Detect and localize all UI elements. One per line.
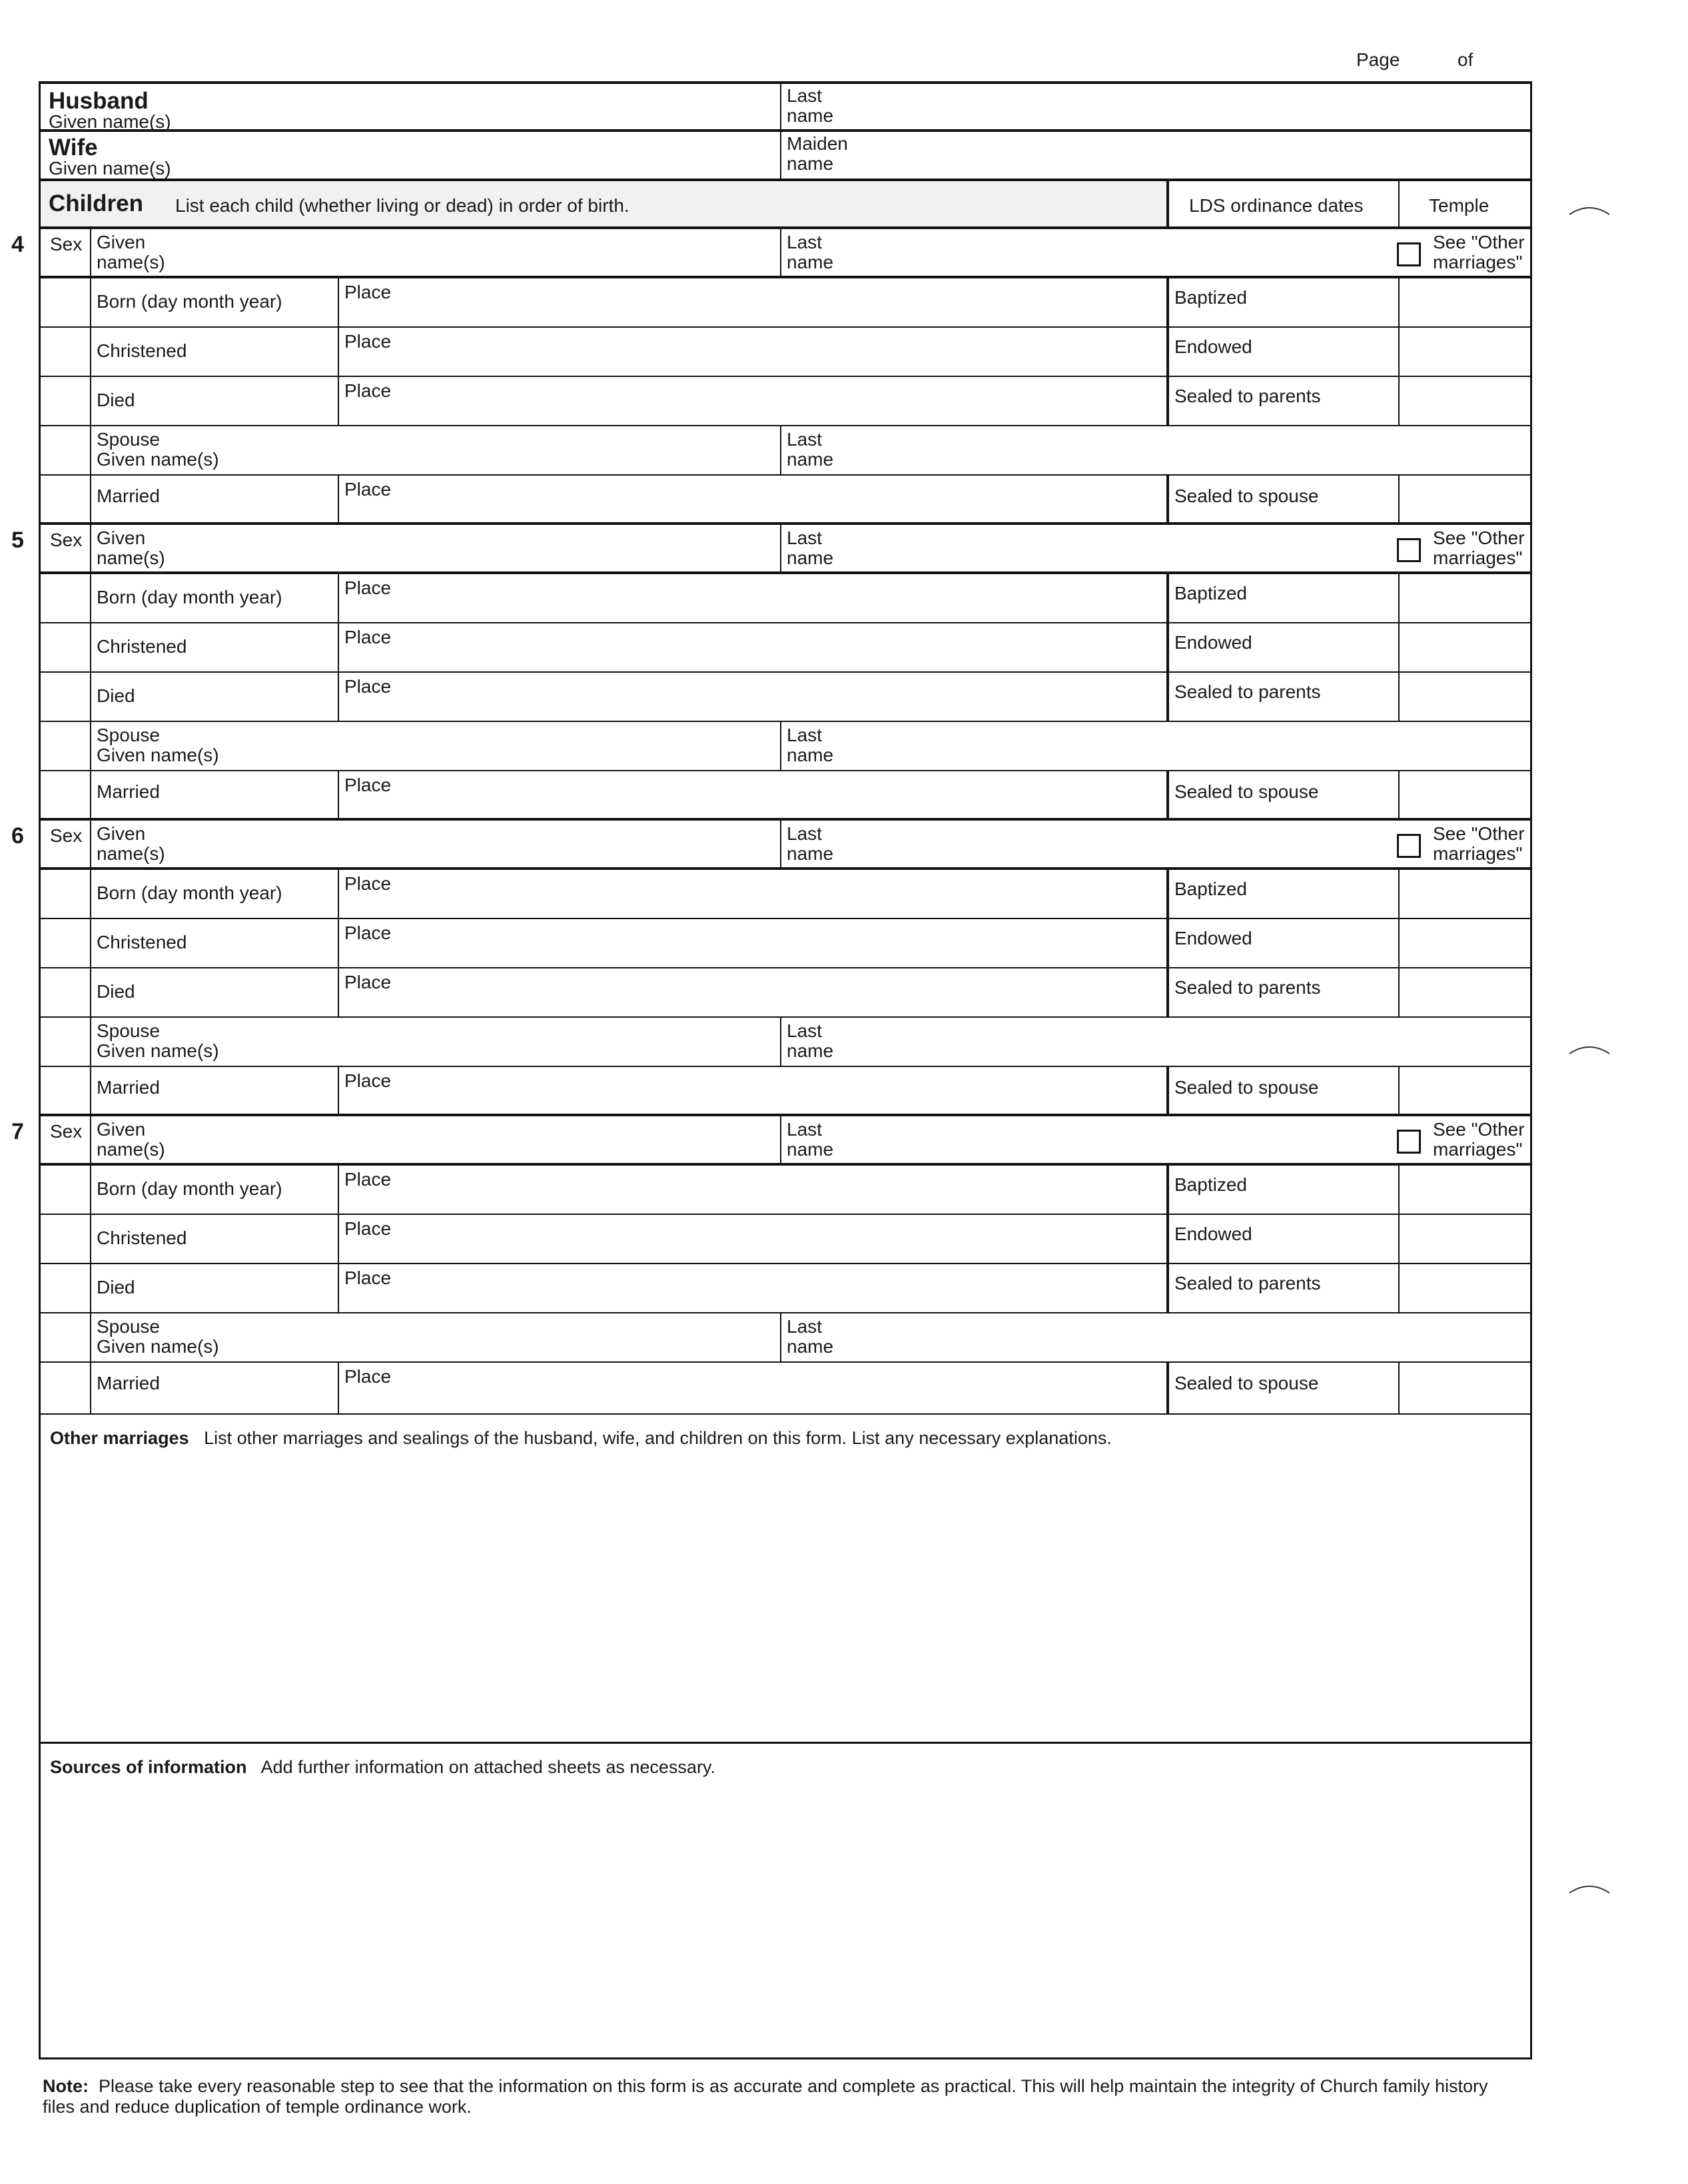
married-label: Married	[97, 1373, 160, 1393]
other-marriages-instruction: List other marriages and sealings of the husband, wife, and children on this form. List any necessary explanations.	[204, 1428, 1112, 1448]
died-row	[39, 968, 1532, 1018]
children-title: Children	[49, 190, 143, 216]
christened-label: Christened	[97, 1228, 187, 1248]
marriages-label: marriages"	[1433, 1139, 1523, 1160]
other-marriages-checkbox[interactable]	[1397, 538, 1421, 562]
born-row	[39, 574, 1532, 623]
sealed-parents-temple-field[interactable]	[1398, 968, 1530, 1016]
endowed-field[interactable]	[1166, 1215, 1398, 1263]
endowed-temple-field[interactable]	[1398, 328, 1530, 376]
place-label: Place	[344, 972, 392, 992]
name-label: name	[787, 449, 834, 470]
christened-date-field[interactable]	[90, 1215, 338, 1263]
children-instruction: List each child (whether living or dead) in order of birth.	[175, 195, 630, 216]
endowed-temple-field[interactable]	[1398, 1215, 1530, 1263]
wife-maiden-label: Maiden	[787, 133, 848, 154]
married-label: Married	[97, 781, 160, 802]
last-label: Last	[787, 1119, 822, 1140]
sealed-parents-field[interactable]	[1166, 377, 1398, 425]
sealed-spouse-label: Sealed to spouse	[1174, 1373, 1319, 1393]
died-place-field[interactable]	[338, 968, 1166, 1016]
baptized-label: Baptized	[1174, 879, 1247, 899]
punch-mark-icon	[1568, 1878, 1611, 1905]
note-title: Note:	[43, 2076, 89, 2096]
married-place-field[interactable]	[338, 771, 1166, 818]
spouse-label: Spouse	[97, 429, 160, 450]
spouse-last-name-field[interactable]	[780, 426, 1530, 474]
married-date-field[interactable]	[90, 1363, 338, 1413]
born-date-field[interactable]	[90, 870, 338, 918]
baptized-temple-field[interactable]	[1398, 574, 1530, 622]
sex-label: Sex	[50, 825, 83, 846]
sealed-spouse-label: Sealed to spouse	[1174, 1077, 1319, 1098]
spouse-label: Spouse	[97, 1316, 160, 1337]
christened-row	[39, 328, 1532, 377]
place-label: Place	[344, 1218, 392, 1239]
sources-heading	[50, 1757, 715, 1778]
place-label: Place	[344, 775, 392, 795]
christened-row	[39, 1215, 1532, 1264]
child-number: 4	[11, 232, 24, 257]
husband-given-label: Given name(s)	[49, 111, 171, 132]
wife-title: Wife	[49, 135, 98, 161]
born-label: Born (day month year)	[97, 883, 282, 903]
christened-date-field[interactable]	[90, 623, 338, 671]
place-label: Place	[344, 577, 392, 598]
lds-dates-label: LDS ordinance dates	[1189, 195, 1364, 216]
wife-name-label: name	[787, 153, 834, 174]
child-number: 7	[11, 1119, 24, 1144]
sealed-parents-field[interactable]	[1166, 968, 1398, 1016]
married-row	[39, 476, 1532, 525]
spouse-last-name-field[interactable]	[780, 1313, 1530, 1361]
child-number: 5	[11, 528, 24, 553]
sealed-spouse-field[interactable]	[1166, 476, 1398, 522]
died-date-field[interactable]	[90, 673, 338, 721]
endowed-field[interactable]	[1166, 623, 1398, 671]
name-label: name	[787, 745, 834, 765]
married-date-field[interactable]	[90, 476, 338, 522]
other-marriages-title: Other marriages	[50, 1428, 189, 1448]
sealed-parents-field[interactable]	[1166, 1264, 1398, 1312]
spouse-given-label: Given name(s)	[97, 745, 219, 765]
born-date-field[interactable]	[90, 1166, 338, 1214]
married-date-field[interactable]	[90, 771, 338, 818]
died-row	[39, 673, 1532, 722]
place-label: Place	[344, 1366, 392, 1387]
born-label: Born (day month year)	[97, 291, 282, 312]
place-label: Place	[344, 922, 392, 943]
sealed-spouse-field[interactable]	[1166, 771, 1398, 818]
husband-last-label: Last	[787, 85, 822, 106]
spouse-given-label: Given name(s)	[97, 1336, 219, 1357]
sealed-spouse-label: Sealed to spouse	[1174, 486, 1319, 506]
endowed-label: Endowed	[1174, 928, 1252, 948]
born-place-field[interactable]	[338, 870, 1166, 918]
endowed-temple-field[interactable]	[1398, 919, 1530, 967]
christened-date-field[interactable]	[90, 328, 338, 376]
temple-header	[1398, 181, 1530, 226]
child-7-name-row	[11, 1116, 1532, 1166]
husband-last-name-field[interactable]	[780, 84, 1530, 129]
baptized-temple-field[interactable]	[1398, 1166, 1530, 1214]
sex-label: Sex	[50, 530, 83, 550]
other-marriages-checkbox[interactable]	[1397, 1130, 1421, 1154]
page-number-label: Page	[1356, 49, 1400, 70]
baptized-label: Baptized	[1174, 583, 1247, 603]
see-other-label: See "Other	[1433, 823, 1525, 844]
baptized-temple-field[interactable]	[1398, 870, 1530, 918]
sealed-parents-label: Sealed to parents	[1174, 681, 1321, 702]
last-label: Last	[787, 528, 822, 548]
married-label: Married	[97, 486, 160, 506]
note-text: Please take every reasonable step to see that the information on this form is as accurate and complete as practical. This will help maintain the integrity of Church family history files and reduce duplication of temple ordinance work.	[43, 2076, 1488, 2117]
place-label: Place	[344, 676, 392, 697]
name-label: name	[787, 1139, 834, 1160]
child-given-name-field[interactable]	[90, 1116, 780, 1163]
last-label: Last	[787, 1020, 822, 1041]
christened-label: Christened	[97, 340, 187, 361]
sealed-spouse-field[interactable]	[1166, 1363, 1398, 1413]
place-label: Place	[344, 282, 392, 302]
names-label: name(s)	[97, 547, 165, 568]
married-label: Married	[97, 1077, 160, 1098]
died-label: Died	[97, 685, 135, 706]
sealed-parents-field[interactable]	[1166, 673, 1398, 721]
sources-instruction: Add further information on attached sheets as necessary.	[260, 1757, 715, 1777]
spouse-given-label: Given name(s)	[97, 1040, 219, 1061]
last-label: Last	[787, 725, 822, 745]
spouse-given-name-field[interactable]	[90, 722, 780, 770]
baptized-field[interactable]	[1166, 870, 1398, 918]
place-label: Place	[344, 627, 392, 647]
other-marriages-heading	[50, 1428, 1112, 1449]
died-label: Died	[97, 981, 135, 1002]
endowed-field[interactable]	[1166, 919, 1398, 967]
endowed-temple-field[interactable]	[1398, 623, 1530, 671]
sealed-parents-label: Sealed to parents	[1174, 1273, 1321, 1293]
christened-place-field[interactable]	[338, 623, 1166, 671]
sources-title: Sources of information	[50, 1757, 247, 1777]
endowed-label: Endowed	[1174, 336, 1252, 357]
baptized-field[interactable]	[1166, 1166, 1398, 1214]
sex-label: Sex	[50, 1121, 83, 1142]
sealed-parents-temple-field[interactable]	[1398, 1264, 1530, 1312]
endowed-label: Endowed	[1174, 1224, 1252, 1244]
born-row	[39, 1166, 1532, 1215]
name-label: name	[787, 843, 834, 864]
born-row	[39, 870, 1532, 919]
child-number: 6	[11, 823, 24, 849]
husband-name-label: name	[787, 105, 834, 126]
punch-mark-icon	[1568, 1039, 1611, 1066]
marriages-label: marriages"	[1433, 547, 1523, 568]
sealed-spouse-temple-field[interactable]	[1398, 1363, 1530, 1413]
born-date-field[interactable]	[90, 278, 338, 326]
spouse-row	[39, 722, 1532, 771]
place-label: Place	[344, 873, 392, 894]
died-date-field[interactable]	[90, 1264, 338, 1312]
baptized-temple-field[interactable]	[1398, 278, 1530, 326]
born-place-field[interactable]	[338, 278, 1166, 326]
temple-label: Temple	[1429, 195, 1489, 216]
name-label: name	[787, 252, 834, 272]
husband-row	[39, 81, 1532, 132]
husband-title: Husband	[49, 88, 149, 114]
died-place-field[interactable]	[338, 377, 1166, 425]
see-other-label: See "Other	[1433, 232, 1525, 252]
sealed-parents-label: Sealed to parents	[1174, 977, 1321, 998]
family-group-form	[11, 81, 1532, 2059]
sealed-spouse-temple-field[interactable]	[1398, 1067, 1530, 1114]
spouse-given-name-field[interactable]	[90, 1313, 780, 1361]
last-label: Last	[787, 823, 822, 844]
died-label: Died	[97, 390, 135, 410]
spouse-given-name-field[interactable]	[90, 1018, 780, 1066]
born-place-field[interactable]	[338, 574, 1166, 622]
other-marriages-checkbox[interactable]	[1397, 834, 1421, 858]
born-place-field[interactable]	[338, 1166, 1166, 1214]
given-label: Given	[97, 232, 146, 252]
marriages-label: marriages"	[1433, 843, 1523, 864]
place-label: Place	[344, 380, 392, 401]
given-label: Given	[97, 1119, 146, 1140]
footer-note	[43, 2076, 1508, 2117]
married-place-field[interactable]	[338, 1363, 1166, 1413]
wife-maiden-name-field[interactable]	[780, 132, 1530, 179]
baptized-label: Baptized	[1174, 287, 1247, 308]
christened-row	[39, 919, 1532, 968]
died-date-field[interactable]	[90, 968, 338, 1016]
married-date-field[interactable]	[90, 1067, 338, 1114]
married-row	[39, 1363, 1532, 1415]
children-header-row	[39, 181, 1532, 229]
child-given-name-field[interactable]	[90, 229, 780, 276]
sealed-spouse-temple-field[interactable]	[1398, 476, 1530, 522]
child-given-name-field[interactable]	[90, 525, 780, 571]
spouse-row	[39, 426, 1532, 476]
other-marriages-checkbox[interactable]	[1397, 242, 1421, 266]
names-label: name(s)	[97, 1139, 165, 1160]
other-marriages-section[interactable]	[39, 1415, 1532, 1744]
born-row	[39, 278, 1532, 328]
place-label: Place	[344, 1169, 392, 1190]
sealed-parents-temple-field[interactable]	[1398, 673, 1530, 721]
names-label: name(s)	[97, 252, 165, 272]
christened-place-field[interactable]	[338, 919, 1166, 967]
spouse-label: Spouse	[97, 1020, 160, 1041]
christened-place-field[interactable]	[338, 1215, 1166, 1263]
given-label: Given	[97, 528, 146, 548]
died-place-field[interactable]	[338, 1264, 1166, 1312]
name-label: name	[787, 547, 834, 568]
see-other-label: See "Other	[1433, 528, 1525, 548]
married-place-field[interactable]	[338, 1067, 1166, 1114]
child-4-name-row	[11, 229, 1532, 278]
sealed-parents-label: Sealed to parents	[1174, 386, 1321, 406]
child-given-name-field[interactable]	[90, 821, 780, 867]
endowed-label: Endowed	[1174, 632, 1252, 653]
see-other-label: See "Other	[1433, 1119, 1525, 1140]
place-label: Place	[344, 479, 392, 500]
married-place-field[interactable]	[338, 476, 1166, 522]
died-label: Died	[97, 1277, 135, 1297]
last-label: Last	[787, 429, 822, 450]
baptized-field[interactable]	[1166, 278, 1398, 326]
last-label: Last	[787, 1316, 822, 1337]
names-label: name(s)	[97, 843, 165, 864]
sealed-parents-temple-field[interactable]	[1398, 377, 1530, 425]
christened-row	[39, 623, 1532, 673]
died-row	[39, 1264, 1532, 1313]
died-place-field[interactable]	[338, 673, 1166, 721]
married-row	[39, 771, 1532, 821]
endowed-field[interactable]	[1166, 328, 1398, 376]
spouse-row	[39, 1313, 1532, 1363]
wife-row	[39, 132, 1532, 181]
married-row	[39, 1067, 1532, 1116]
sealed-spouse-temple-field[interactable]	[1398, 771, 1530, 818]
died-row	[39, 377, 1532, 426]
sealed-spouse-field[interactable]	[1166, 1067, 1398, 1114]
given-label: Given	[97, 823, 146, 844]
name-label: name	[787, 1336, 834, 1357]
spouse-row	[39, 1018, 1532, 1067]
lds-dates-header	[1166, 181, 1398, 226]
baptized-label: Baptized	[1174, 1174, 1247, 1195]
spouse-last-name-field[interactable]	[780, 722, 1530, 770]
spouse-last-name-field[interactable]	[780, 1018, 1530, 1066]
baptized-field[interactable]	[1166, 574, 1398, 622]
marriages-label: marriages"	[1433, 252, 1523, 272]
place-label: Place	[344, 1268, 392, 1288]
child-5-name-row	[11, 525, 1532, 574]
spouse-label: Spouse	[97, 725, 160, 745]
sex-label: Sex	[50, 234, 83, 254]
child-6-name-row	[11, 821, 1532, 870]
place-label: Place	[344, 1070, 392, 1091]
died-date-field[interactable]	[90, 377, 338, 425]
last-label: Last	[787, 232, 822, 252]
punch-mark-icon	[1568, 200, 1611, 226]
christened-place-field[interactable]	[338, 328, 1166, 376]
name-label: name	[787, 1040, 834, 1061]
spouse-given-name-field[interactable]	[90, 426, 780, 474]
sealed-spouse-label: Sealed to spouse	[1174, 781, 1319, 802]
christened-label: Christened	[97, 636, 187, 657]
born-label: Born (day month year)	[97, 1178, 282, 1199]
place-label: Place	[344, 331, 392, 352]
christened-label: Christened	[97, 932, 187, 952]
sources-section[interactable]	[39, 1744, 1532, 2059]
born-date-field[interactable]	[90, 574, 338, 622]
wife-given-label: Given name(s)	[49, 158, 171, 179]
christened-date-field[interactable]	[90, 919, 338, 967]
born-label: Born (day month year)	[97, 587, 282, 607]
page-of-label: of	[1458, 49, 1474, 70]
spouse-given-label: Given name(s)	[97, 449, 219, 470]
